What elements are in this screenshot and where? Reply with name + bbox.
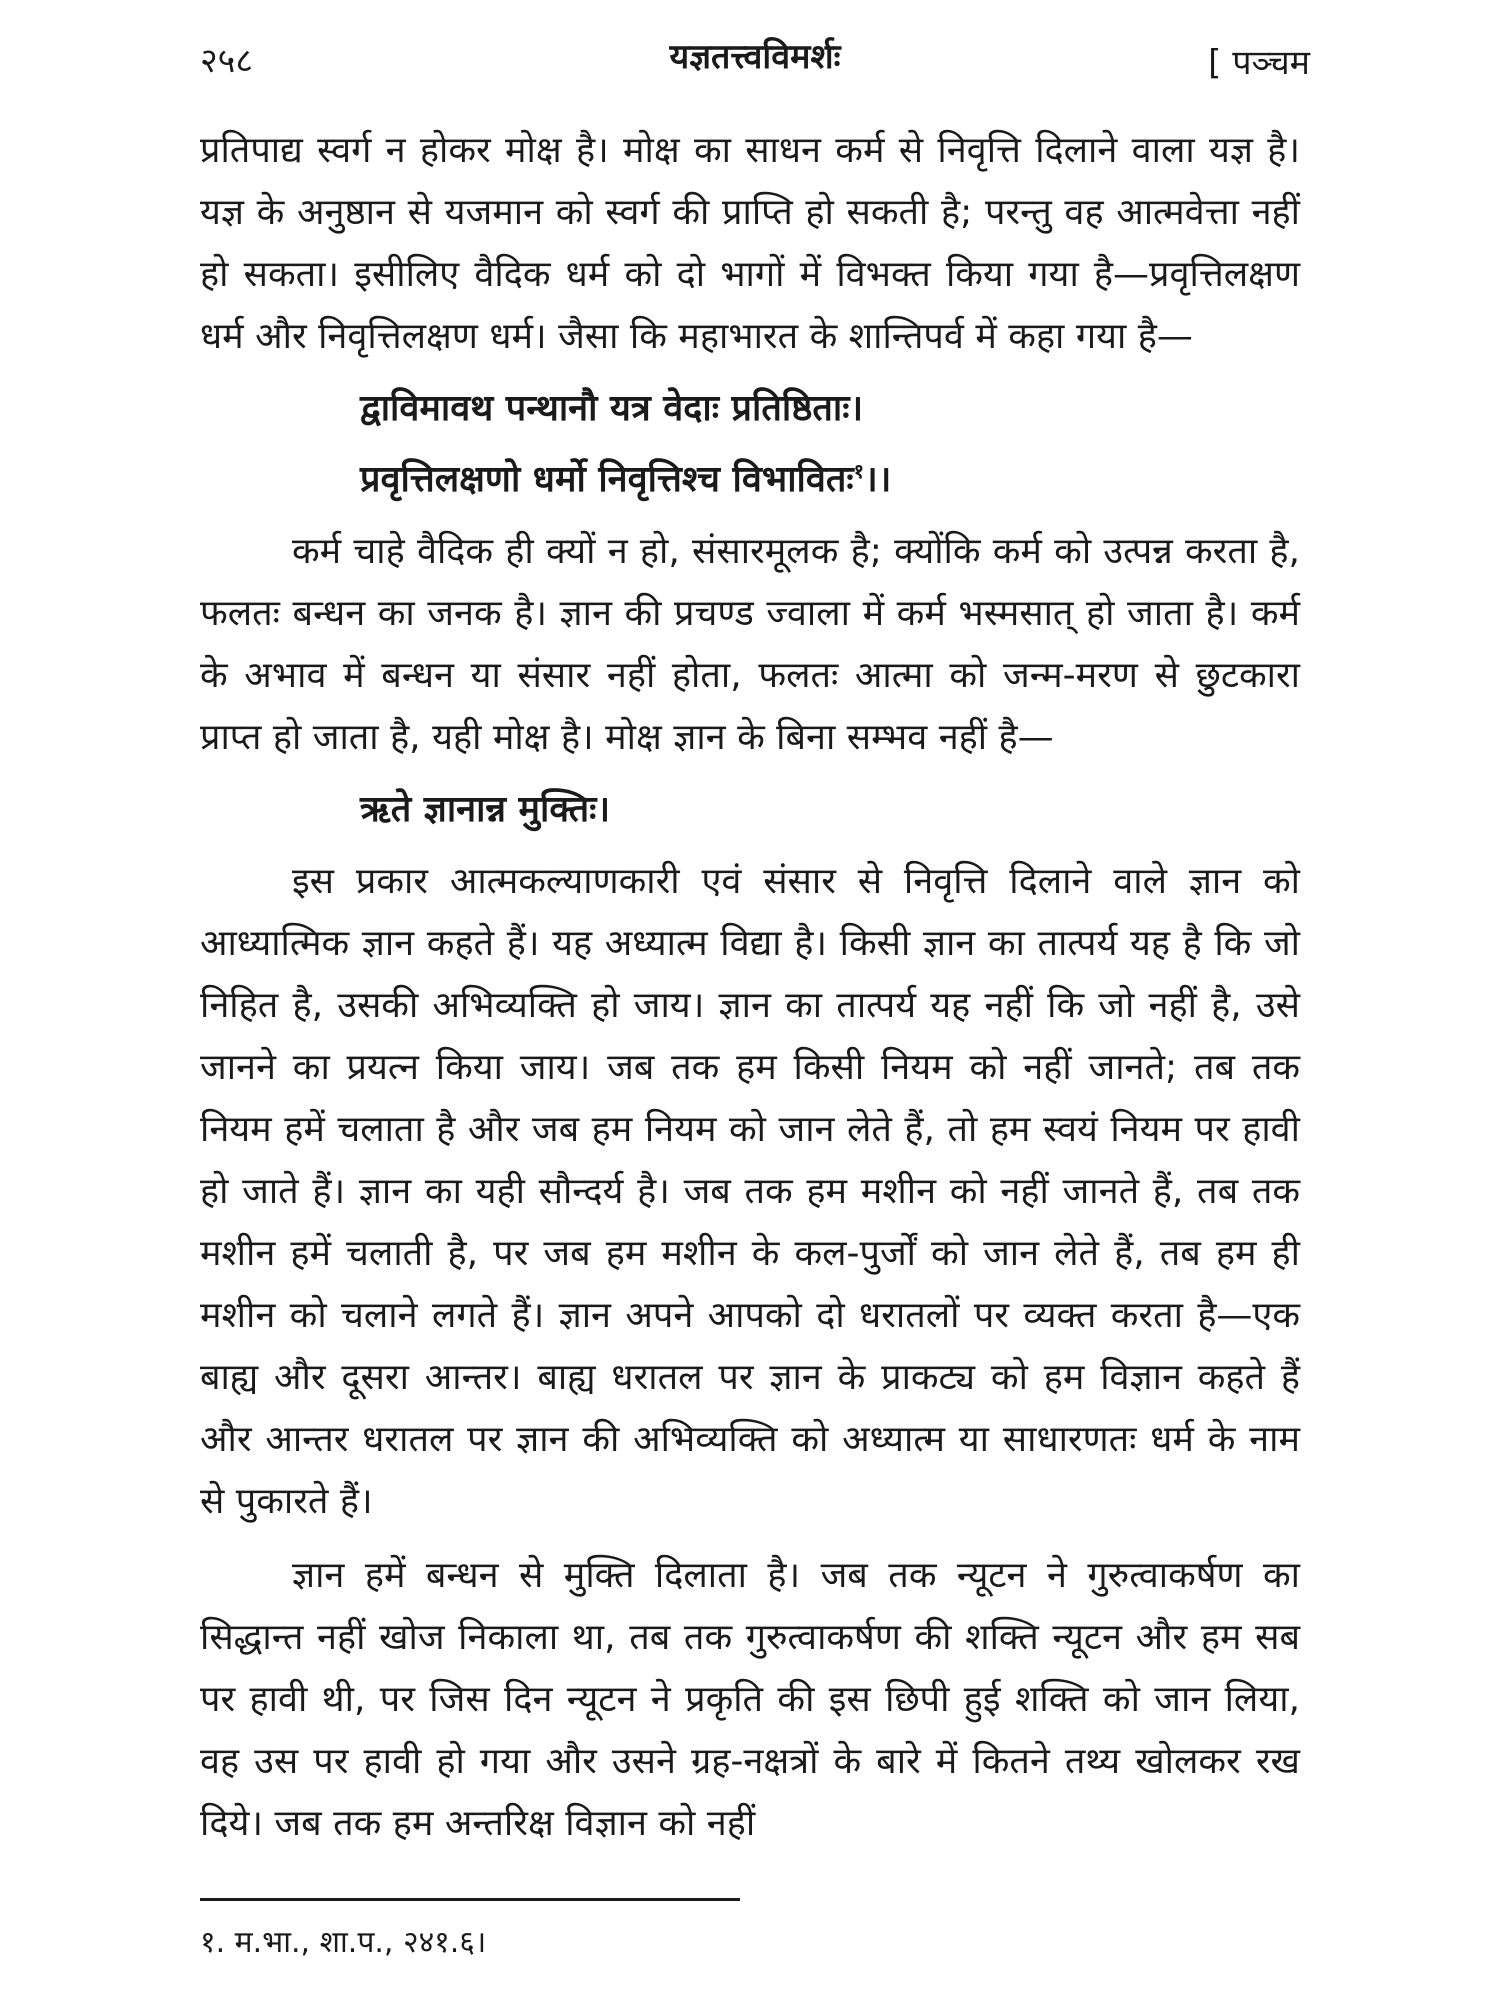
verse-mahabharata [360,378,1300,511]
footnote: १. म.भा., शा.प., २४१.६। [200,1925,487,1960]
verse-line-2: प्रवृत्तिलक्षणो धर्मो निवृत्तिश्च विभावितः$^१$।। [360,459,892,500]
paragraph-2: कर्म चाहे वैदिक ही क्यों न हो, संसारमूलक है; क्योंकि कर्म को उत्पन्न करता है, फलतः बन्धन का जनक है। ज्ञान की प्रचण्ड ज्वाला में कर्म भस्मसात् हो जाता है। कर्म के अभाव में बन्धन या संसार नहीं होता, फलतः आत्मा को जन्म-मरण से छुटकारा प्राप्त हो जाता है, यही मोक्ष है। मोक्ष ज्ञान के बिना सम्भव नहीं है— [200,531,1300,758]
paragraph-4: ज्ञान हमें बन्धन से मुक्ति दिलाता है। जब तक न्यूटन ने गुरुत्वाकर्षण का सिद्धान्त नहीं खोज निकाला था, तब तक गुरुत्वाकर्षण की शक्ति न्यूटन और हम सब पर हावी थी, पर जिस दिन न्यूटन ने प्रकृति की इस छिपी हुई शक्ति को जान लिया, वह उस पर हावी हो गया और उसने ग्रह-नक्षत्रों के बारे में कितने तथ्य खोलकर रख दिये। जब तक हम अन्तरिक्ष विज्ञान को नहीं [200,1555,1300,1844]
page-header [200,32,1310,92]
book-title: यज्ञतत्त्वविमर्शः [669,37,841,77]
paragraph-1: प्रतिपाद्य स्वर्ग न होकर मोक्ष है। मोक्ष का साधन कर्म से निवृत्ति दिलाने वाला यज्ञ है। यज्ञ के अनुष्ठान से यजमान को स्वर्ग की प्राप्ति हो सकती है; परन्तु वह आत्मवेत्ता नहीं हो सकता। इसीलिए वैदिक धर्म को दो भागों में विभक्त किया गया है—प्रवृत्तिलक्षण धर्म और निवृत्तिलक्षण धर्म। जैसा कि महाभारत के शान्तिपर्व में कहा गया है— [200,130,1300,357]
footnote-ref: १ [853,459,865,483]
page-body [200,120,1300,1855]
verse-quote: ऋते ज्ञानान्न मुक्तिः। [360,789,611,830]
page-number: २५८ [200,41,254,81]
footnote-divider [200,1898,740,1901]
paragraph-3: इस प्रकार आत्मकल्याणकारी एवं संसार से निवृत्ति दिलाने वाले ज्ञान को आध्यात्मिक ज्ञान कहते हैं। यह अध्यात्म विद्या है। किसी ज्ञान का तात्पर्य यह है कि जो निहित है, उसकी अभिव्यक्ति हो जाय। ज्ञान का तात्पर्य यह नहीं कि जो नहीं है, उसे जानने का प्रयत्न किया जाय। जब तक हम किसी नियम को नहीं जानते; तब तक नियम हमें चलाता है और जब हम नियम को जान लेते हैं, तो हम स्वयं नियम पर हावी हो जाते हैं। ज्ञान का यही सौन्दर्य है। जब तक हम मशीन को नहीं जानते हैं, तब तक मशीन हमें चलाती है, पर जब हम मशीन के कल-पुर्जों को जान लेते हैं, तब हम ही मशीन को चलाने लगते हैं। ज्ञान अपने आपको दो धरातलों पर व्यक्त करता है—एक बाह्य और दूसरा आन्तर। बाह्य धरातल पर ज्ञान के प्राकट्य को हम विज्ञान कहते हैं और आन्तर धरातल पर ज्ञान की अभिव्यक्ति को अध्यात्म या साधारणतः धर्म के नाम से पुकारते हैं। [200,861,1300,1522]
section-label: [ पञ्चम [1208,43,1310,83]
verse-line-1: द्वाविमावथ पन्थानौ यत्र वेदाः प्रतिष्ठिताः। [360,388,864,429]
